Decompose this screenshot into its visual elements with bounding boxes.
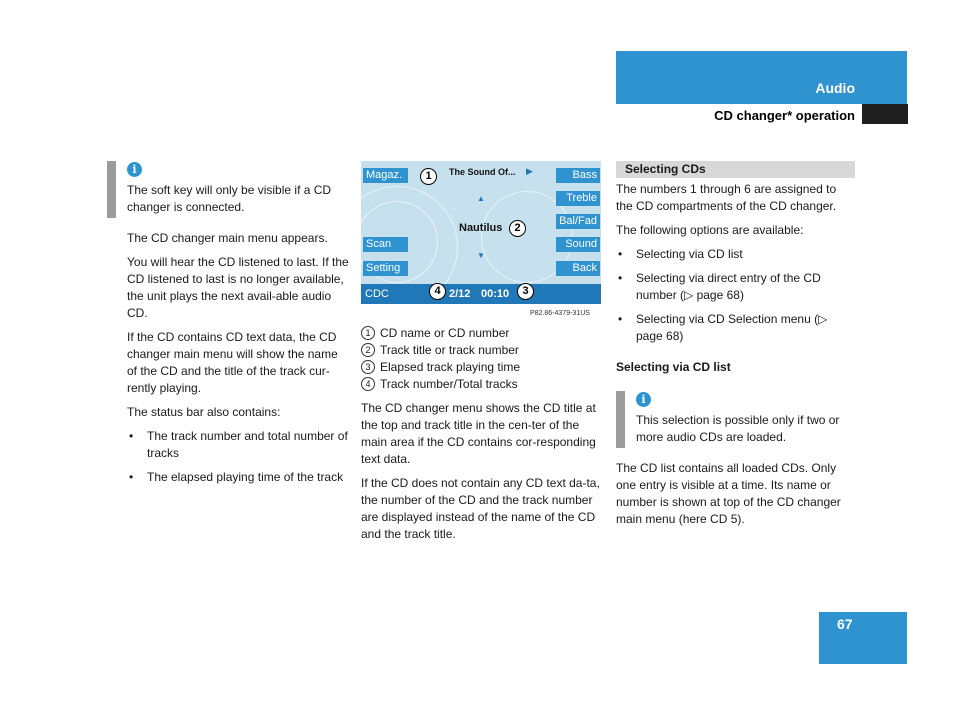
arrow-up-icon: ▲ [477,194,485,203]
legend-item: 1 CD name or CD number [361,325,604,342]
page-number: 67 [837,616,853,632]
paragraph: The CD list contains all loaded CDs. Only one entry is visible at a time. Its name or number is shown at top of the CD changer main menu (here CD 5). [616,461,841,526]
info-icon: i [636,392,651,407]
bullet-list [616,246,856,345]
paragraph: The numbers 1 through 6 are assigned to the CD compartments of the CD changer. [616,182,837,213]
status-bar [361,284,601,304]
arrow-down-icon: ▼ [477,251,485,260]
legend-item: 3 Elapsed track playing time [361,359,604,376]
left-info-block [127,160,347,223]
list-item: • Selecting via direct entry of the CD number (▷ page 68) [618,271,821,302]
softkey-sound[interactable]: Sound [556,237,600,252]
paragraph: You will hear the CD listened to last. If the CD listened to last is no longer available, the unit plays the next avail-able audio CD. [127,255,349,320]
image-reference: P82.86-4379-31US [530,310,590,317]
subsection-bar [862,104,908,124]
info-text: This selection is possible only if two or more audio CDs are loaded. [636,413,840,444]
callout-2: 2 [509,220,526,237]
list-item: • Selecting via CD list [618,247,743,261]
callout-1: 1 [420,168,437,185]
softkey-back[interactable]: Back [556,261,600,276]
track-info: 2/12 [449,288,471,300]
list-item: • Selecting via CD Selection menu (▷ page 68) [618,312,828,343]
paragraph: If the CD does not contain any CD text da-ta, the number of the CD and the track number are displayed instead of the name of the CD and the track title. [361,476,600,541]
cd-title: The Sound Of... [449,167,516,177]
softkey-magaz[interactable]: Magaz. [363,168,408,183]
softkey-treble[interactable]: Treble [556,191,600,206]
middle-column [361,325,604,550]
paragraph: If the CD contains CD text data, the CD changer main menu will show the name of the CD and the title of the track cur-rently playing. [127,330,338,395]
elapsed-time: 00:10 [481,288,510,300]
section-tab [616,51,907,104]
subheading: Selecting via CD list [616,360,731,374]
right-info-block [636,390,856,453]
track-title: Nautilus [459,222,503,234]
right-column [616,181,856,383]
softkey-setting[interactable]: Setting [363,261,408,276]
paragraph: The status bar also contains: [127,405,281,419]
arrow-right-icon: ▶ [526,166,533,176]
info-bar [107,161,116,218]
softkey-scan[interactable]: Scan [363,237,408,252]
callout-3: 3 [517,283,534,300]
callout-4: 4 [429,283,446,300]
paragraph: The CD changer main menu appears. [127,231,328,245]
legend-item: 4 Track number/Total tracks [361,376,604,393]
legend-item: 2 Track title or track number [361,342,604,359]
subsection-title: CD changer* operation [714,108,855,123]
cd-changer-screen [361,161,601,304]
page-number-tab [819,612,907,664]
section-heading-bar [616,161,855,178]
paragraph: The following options are available: [616,223,804,237]
softkey-bal-fad[interactable]: Bal/Fad [556,214,600,229]
status-label: CDC [365,288,389,300]
bullet-list [127,428,349,486]
softkey-bass[interactable]: Bass [556,168,600,183]
section-label: Audio [815,80,855,96]
left-column [127,230,349,493]
info-text: The soft key will only be visible if a CD changer is connected. [127,183,332,214]
section-heading: Selecting CDs [625,162,706,176]
paragraph: The CD changer menu shows the CD title at the top and track title in the cen-ter of the main area if the CD contains cor-responding text data. [361,401,596,466]
info-icon: i [127,162,142,177]
info-bar [616,391,625,448]
list-item: • The track number and total number of tracks [129,429,348,460]
list-item: • The elapsed playing time of the track [129,470,344,484]
